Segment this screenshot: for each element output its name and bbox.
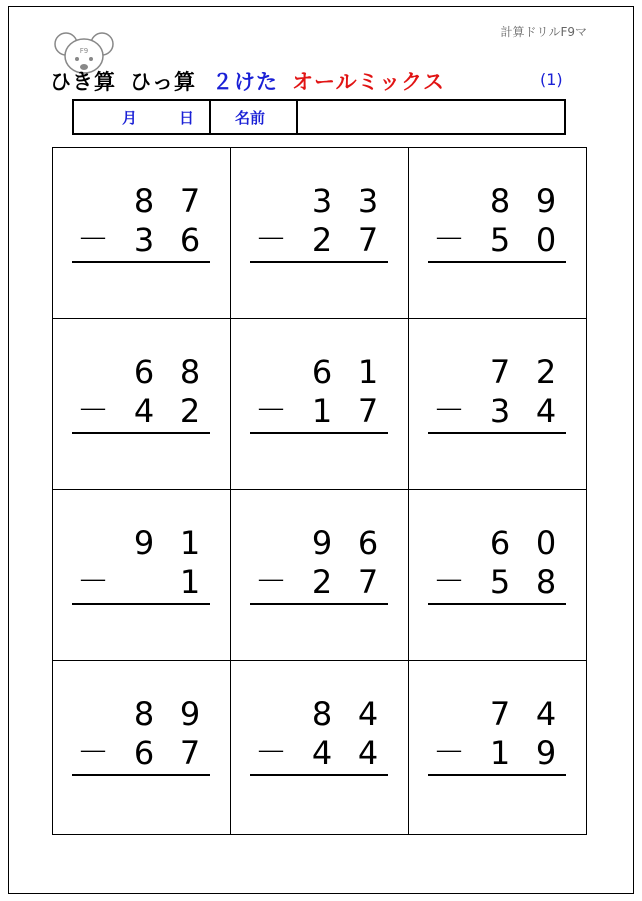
top-tens-digit: 7 (489, 353, 511, 391)
bottom-ones-digit: 6 (179, 221, 201, 259)
problem-cell[interactable] (409, 148, 586, 319)
problem-cell[interactable] (231, 490, 409, 661)
bottom-ones-digit: 4 (535, 392, 557, 430)
logo-text: F9 (79, 47, 89, 55)
bottom-ones-digit: 1 (179, 563, 201, 601)
bottom-ones-digit: 9 (535, 734, 557, 772)
minus-sign: － (255, 391, 288, 429)
answer-line (72, 774, 210, 776)
bottom-tens-digit: 4 (133, 392, 155, 430)
top-ones-digit: 9 (535, 182, 557, 220)
bottom-tens-digit: 6 (133, 734, 155, 772)
minus-sign: － (77, 562, 110, 600)
answer-line (428, 261, 566, 263)
bottom-ones-digit: 7 (179, 734, 201, 772)
top-tens-digit: 7 (489, 695, 511, 733)
bottom-ones-digit: 7 (357, 221, 379, 259)
bottom-ones-digit: 7 (357, 392, 379, 430)
site-name: 計算ドリルF9マ (500, 25, 587, 39)
answer-line (250, 603, 388, 605)
top-ones-digit: 4 (535, 695, 557, 733)
bottom-tens-digit: 2 (311, 563, 333, 601)
problem-grid (52, 147, 587, 835)
top-tens-digit: 6 (311, 353, 333, 391)
minus-sign: － (77, 220, 110, 258)
bottom-tens-digit: 1 (489, 734, 511, 772)
problem-cell[interactable] (231, 661, 409, 834)
bottom-tens-digit: 1 (311, 392, 333, 430)
answer-line (250, 261, 388, 263)
date-cell[interactable] (74, 101, 211, 133)
minus-sign: － (433, 220, 466, 258)
answer-line (428, 774, 566, 776)
top-ones-digit: 4 (357, 695, 379, 733)
problem-cell[interactable] (409, 661, 586, 834)
name-label-cell (211, 101, 298, 133)
date-name-box (72, 99, 566, 135)
bottom-ones-digit: 0 (535, 221, 557, 259)
minus-sign: － (77, 733, 110, 771)
name-field[interactable] (298, 101, 564, 133)
name-label: 名前 (235, 108, 266, 127)
minus-sign: － (255, 733, 288, 771)
problem-cell[interactable] (409, 319, 586, 490)
problem-cell[interactable] (231, 148, 409, 319)
bottom-tens-digit: 3 (489, 392, 511, 430)
top-tens-digit: 6 (133, 353, 155, 391)
bottom-ones-digit: 8 (535, 563, 557, 601)
answer-line (250, 774, 388, 776)
top-tens-digit: 3 (311, 182, 333, 220)
bottom-tens-digit: 5 (489, 221, 511, 259)
problem-cell[interactable] (53, 319, 231, 490)
top-tens-digit: 8 (133, 695, 155, 733)
top-ones-digit: 0 (535, 524, 557, 562)
bottom-tens-digit: 4 (311, 734, 333, 772)
title-column-method: ひっ算 (130, 70, 196, 94)
top-tens-digit: 6 (489, 524, 511, 562)
bottom-tens-digit: 3 (133, 221, 155, 259)
minus-sign: － (255, 220, 288, 258)
top-tens-digit: 9 (311, 524, 333, 562)
top-ones-digit: 8 (179, 353, 201, 391)
problem-cell[interactable] (231, 319, 409, 490)
bottom-tens-digit: 5 (489, 563, 511, 601)
top-ones-digit: 9 (179, 695, 201, 733)
bottom-ones-digit: 2 (179, 392, 201, 430)
problem-cell[interactable] (53, 148, 231, 319)
top-tens-digit: 8 (133, 182, 155, 220)
top-tens-digit: 8 (489, 182, 511, 220)
top-tens-digit: 8 (311, 695, 333, 733)
answer-line (72, 432, 210, 434)
bottom-tens-digit: 2 (311, 221, 333, 259)
top-ones-digit: 6 (357, 524, 379, 562)
answer-line (250, 432, 388, 434)
sheet-number: (1) (540, 70, 563, 89)
top-tens-digit: 9 (133, 524, 155, 562)
minus-sign: － (433, 733, 466, 771)
top-ones-digit: 1 (179, 524, 201, 562)
top-ones-digit: 1 (357, 353, 379, 391)
answer-line (72, 261, 210, 263)
minus-sign: － (433, 391, 466, 429)
answer-line (428, 432, 566, 434)
top-ones-digit: 3 (357, 182, 379, 220)
minus-sign: － (433, 562, 466, 600)
problem-cell[interactable] (53, 490, 231, 661)
minus-sign: － (255, 562, 288, 600)
title-two-digit: ２けた (212, 70, 278, 94)
title-subtraction: ひき算 (50, 70, 116, 94)
answer-line (428, 603, 566, 605)
bottom-ones-digit: 7 (357, 563, 379, 601)
problem-cell[interactable] (53, 661, 231, 834)
bottom-ones-digit: 4 (357, 734, 379, 772)
answer-line (72, 603, 210, 605)
top-ones-digit: 7 (179, 182, 201, 220)
problem-cell[interactable] (409, 490, 586, 661)
minus-sign: － (77, 391, 110, 429)
title-all-mix: オールミックス (292, 70, 445, 94)
top-ones-digit: 2 (535, 353, 557, 391)
day-label: 日 (179, 108, 195, 127)
month-label: 月 (122, 108, 138, 127)
worksheet-title (50, 66, 445, 96)
